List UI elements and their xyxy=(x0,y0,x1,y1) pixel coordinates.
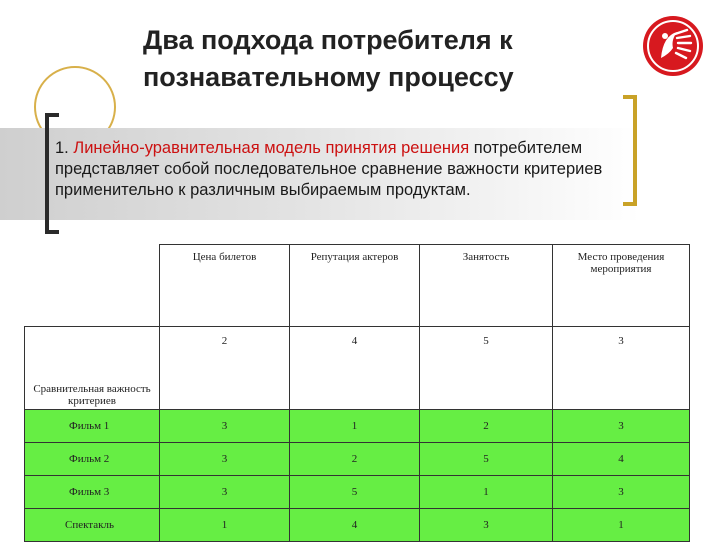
table-cell: 1 xyxy=(160,509,290,542)
criteria-label: Сравнительная важность критериев xyxy=(25,327,160,410)
table-cell: 4 xyxy=(290,327,420,410)
logo-icon xyxy=(641,14,705,78)
row-label: Фильм 1 xyxy=(25,410,160,443)
slide-title xyxy=(143,22,613,96)
table-row xyxy=(25,476,690,509)
table-cell: 1 xyxy=(420,476,553,509)
table-cell: 4 xyxy=(553,443,690,476)
body-paragraph xyxy=(55,138,625,201)
table-row xyxy=(25,410,690,443)
table-cell: 4 xyxy=(290,509,420,542)
table-cell: 5 xyxy=(420,327,553,410)
table-cell: 1 xyxy=(290,410,420,443)
header-ticket-price: Цена билетов xyxy=(160,245,290,327)
table-cell: 2 xyxy=(160,327,290,410)
table-cell: 3 xyxy=(553,410,690,443)
row-label: Фильм 2 xyxy=(25,443,160,476)
row-label: Фильм 3 xyxy=(25,476,160,509)
table-cell: 3 xyxy=(160,410,290,443)
table-cell: 1 xyxy=(553,509,690,542)
table-cell: 3 xyxy=(420,509,553,542)
header-actors-reputation: Репутация актеров xyxy=(290,245,420,327)
model-name: Линейно-уравнительная модель принятия решения xyxy=(73,139,470,157)
item-number: 1. xyxy=(55,139,74,157)
table-cell: 3 xyxy=(160,476,290,509)
header-row xyxy=(25,245,690,327)
model-description: потребителем представляет собой последовательное сравнение важности критериев применительно к различным выбираемым продуктам. xyxy=(55,139,603,199)
table-cell: 3 xyxy=(160,443,290,476)
table-cell: 3 xyxy=(553,476,690,509)
right-bracket xyxy=(623,95,637,206)
corner-cell xyxy=(25,245,160,327)
criteria-table xyxy=(24,244,690,542)
table-row xyxy=(25,443,690,476)
table-cell: 3 xyxy=(553,327,690,410)
row-label: Спектакль xyxy=(25,509,160,542)
header-availability: Занятость xyxy=(420,245,553,327)
table-cell: 5 xyxy=(290,476,420,509)
criteria-weight-row xyxy=(25,327,690,410)
title-line-1: Два подхода потребителя к xyxy=(143,25,513,55)
table-cell: 2 xyxy=(290,443,420,476)
table-row xyxy=(25,509,690,542)
table-cell: 5 xyxy=(420,443,553,476)
header-venue: Место проведения мероприятия xyxy=(553,245,690,327)
table-cell: 2 xyxy=(420,410,553,443)
title-line-2: познавательному процессу xyxy=(143,62,514,92)
